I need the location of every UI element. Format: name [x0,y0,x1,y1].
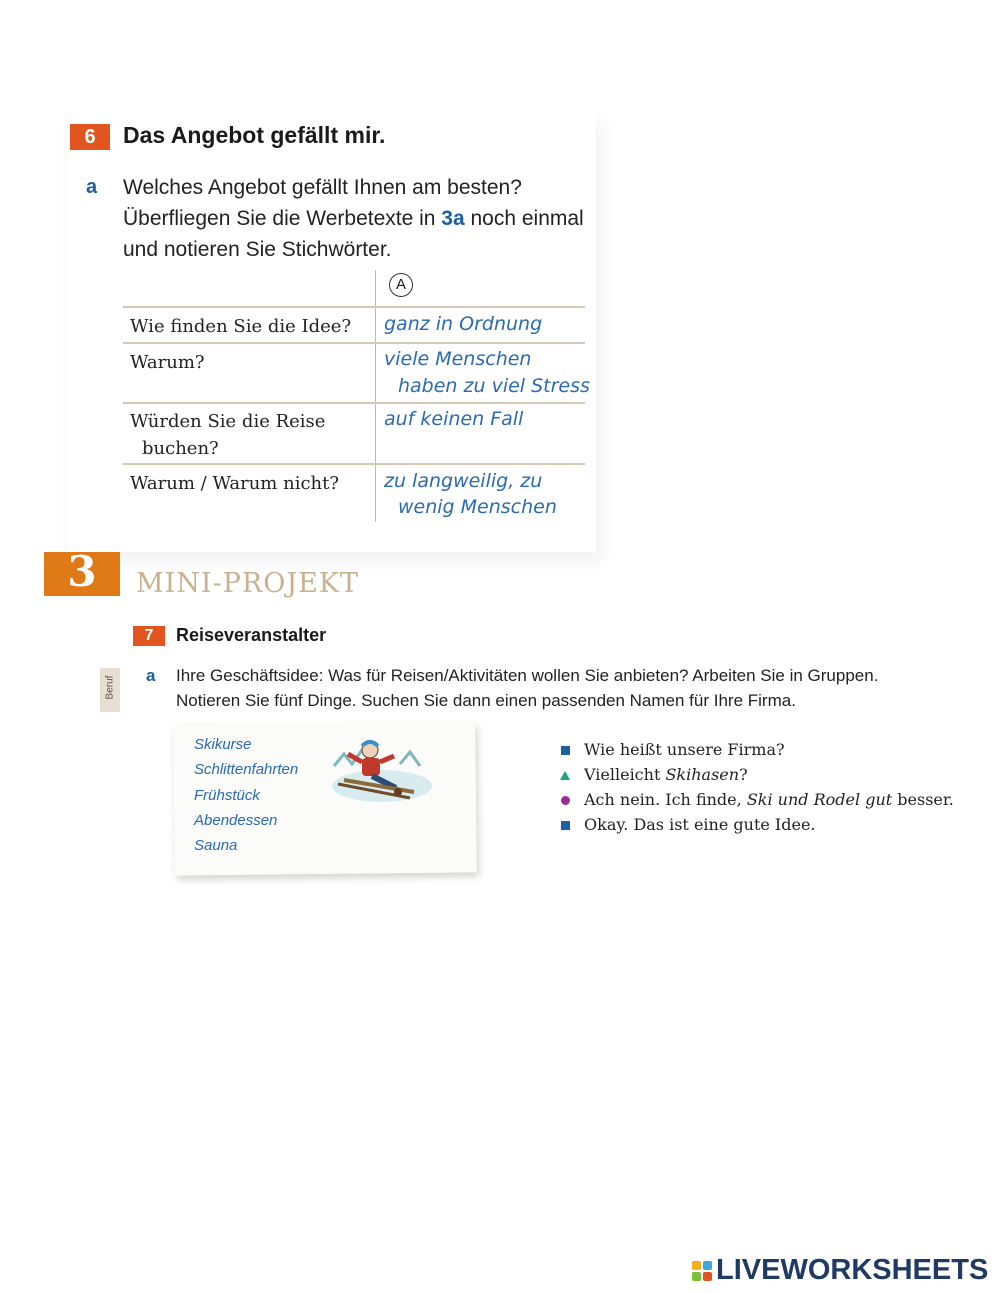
task-instruction [123,172,593,265]
dialogue-line [560,765,748,784]
logo-text: LIVEWORKSHEETS [716,1254,989,1286]
table-row-divider [123,402,585,404]
dialogue-text-end: besser. [892,790,954,809]
table-answer-line2[interactable]: wenig Menschen [398,496,557,518]
instruction-reference: 3a [441,207,465,230]
table-row-divider [123,463,585,465]
dialogue-text-end: ? [739,765,748,784]
chapter-number-badge: 3 [44,552,120,596]
task-instruction [176,663,976,713]
table-answer[interactable]: auf keinen Fall [384,408,524,430]
task-letter: a [86,176,98,198]
task-letter: a [146,666,156,685]
table-question: Warum? [130,352,205,373]
note-item: Abendessen [194,812,278,829]
table-row-divider [123,342,585,344]
side-tag-label: Beruf [104,675,116,700]
instruction-line: Ihre Geschäftsidee: Was für Reisen/Aktivitäten wollen Sie anbieten? Arbeiten Sie in Gruppen. [176,666,879,685]
table-question: Würden Sie die Reise [130,411,326,432]
sledding-person-icon [322,736,432,812]
section-heading: MINI-PROJEKT [136,568,360,599]
note-item: Schlittenfahrten [194,761,299,778]
exercise-title: Das Angebot gefällt mir. [123,122,386,148]
note-item: Skikurse [194,736,252,753]
column-header-a: A [389,273,413,297]
dialogue-italic: Ski und Rodel gut [746,790,893,809]
liveworksheets-logo[interactable] [692,1254,988,1287]
table-question-line2: buchen? [142,438,219,459]
table-row-divider [123,306,585,308]
dialogue-text: Okay. Das ist eine gute Idee. [584,815,816,834]
note-item: Sauna [194,837,238,854]
table-answer[interactable]: zu langweilig, zu [384,470,543,492]
dialogue-italic: Skihasen [665,765,740,784]
dialogue-line [560,740,785,759]
table-question: Wie finden Sie die Idee? [130,316,352,337]
exercise-number-badge: 6 [70,124,110,150]
triangle-marker-icon [560,771,570,780]
table-answer[interactable]: ganz in Ordnung [384,313,543,335]
instruction-line: Notieren Sie fünf Dinge. Suchen Sie dann einen passenden Namen für Ihre Firma. [176,691,796,710]
exercise-number-badge: 7 [133,626,165,646]
table-question: Warum / Warum nicht? [130,473,340,494]
dialogue-line [560,790,954,809]
instruction-text-end: noch einmal und notieren Sie Stichwörter. [123,207,584,261]
dialogue-text: Vielleicht [584,765,666,784]
logo-grid-icon [692,1261,712,1281]
circle-marker-icon [561,796,570,805]
dialogue-text: Ach nein. Ich finde, [584,790,747,809]
dialogue-text: Wie heißt unsere Firma? [584,740,785,759]
exercise-title: Reiseveranstalter [176,625,327,645]
table-answer-line2[interactable]: haben zu viel Stress [398,375,590,397]
square-marker-icon [561,821,570,830]
side-tag [100,668,120,712]
note-item: Frühstück [194,787,260,804]
table-answer[interactable]: viele Menschen [384,348,532,370]
square-marker-icon [561,746,570,755]
instruction-text: Welches Angebot gefällt Ihnen am besten? Überfliegen Sie die Werbetexte in [123,176,522,230]
dialogue-line [560,815,816,834]
